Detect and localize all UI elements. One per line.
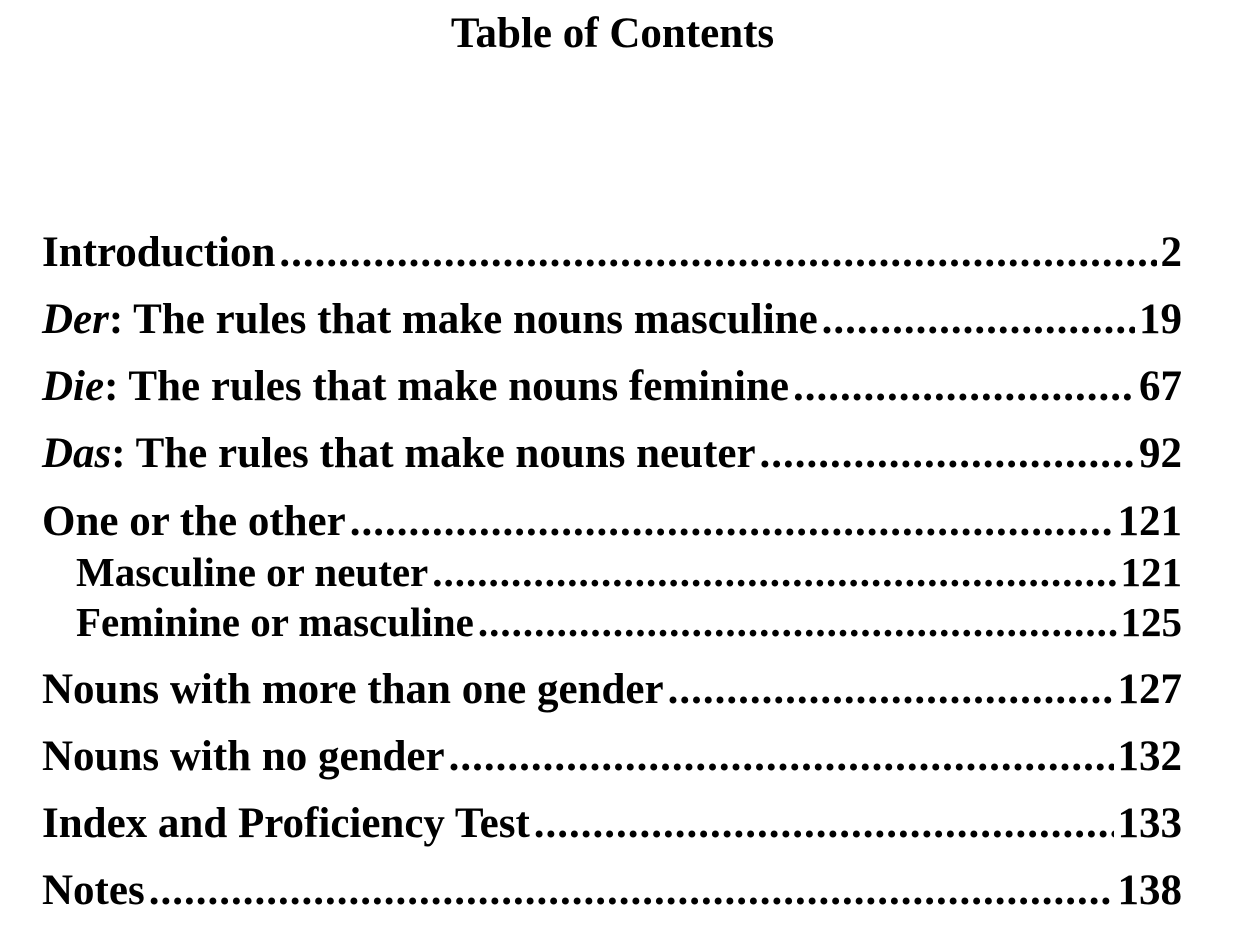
toc-page-number: 121 — [1117, 498, 1182, 545]
toc-entry-index-proficiency-test[interactable] — [42, 798, 1182, 850]
toc-entry-label: Der: The rules that make nouns masculine — [42, 296, 818, 343]
dot-leader — [534, 798, 1114, 850]
toc-entry-label: Die: The rules that make nouns feminine — [42, 363, 789, 410]
dot-leader — [668, 664, 1114, 716]
dot-leader — [793, 361, 1135, 413]
toc-entry-label: Nouns with no gender — [42, 733, 445, 780]
toc-entry-notes[interactable] — [42, 865, 1182, 917]
toc-entry-das[interactable] — [42, 428, 1182, 480]
dot-leader — [760, 428, 1135, 480]
toc-entry-label: Notes — [42, 867, 145, 914]
toc-entry-introduction[interactable] — [42, 227, 1182, 279]
toc-entry-label: Nouns with more than one gender — [42, 666, 664, 713]
toc-entry-der[interactable] — [42, 294, 1182, 346]
dot-leader — [149, 865, 1114, 917]
toc-entry-nouns-more-than-one-gender[interactable] — [42, 664, 1182, 716]
toc-page-number: 127 — [1117, 666, 1182, 713]
dot-leader — [432, 548, 1116, 596]
dot-leader — [822, 294, 1135, 346]
toc-page-number: 138 — [1117, 867, 1182, 914]
toc-entry-label: Feminine or masculine — [76, 599, 474, 645]
toc-subentry-feminine-or-masculine[interactable] — [76, 598, 1182, 646]
toc-entry-label: Das: The rules that make nouns neuter — [42, 430, 756, 477]
toc-entry-label: Introduction — [42, 229, 276, 276]
toc-page-number: 125 — [1120, 599, 1182, 645]
dot-leader — [279, 227, 1156, 279]
toc-page-number: 121 — [1120, 549, 1182, 595]
page-title: Table of Contents — [450, 10, 775, 57]
toc-page-number: 19 — [1139, 296, 1182, 343]
toc-page-number: 2 — [1160, 229, 1182, 276]
toc-page-number: 132 — [1117, 733, 1182, 780]
toc-entry-label: Masculine or neuter — [76, 549, 429, 595]
toc-entry-label: Index and Proficiency Test — [42, 800, 530, 847]
toc-entry-nouns-no-gender[interactable] — [42, 731, 1182, 783]
toc-page-number: 92 — [1139, 430, 1182, 477]
toc-entry-die[interactable] — [42, 361, 1182, 413]
toc-entry-label: One or the other — [42, 498, 346, 545]
dot-leader — [449, 731, 1114, 783]
toc-entry-one-or-the-other[interactable] — [42, 496, 1182, 548]
toc-page-number: 67 — [1139, 363, 1182, 410]
toc-page-number: 133 — [1117, 800, 1182, 847]
dot-leader — [478, 598, 1117, 646]
dot-leader — [350, 496, 1114, 548]
toc-subentry-masculine-or-neuter[interactable] — [76, 548, 1182, 596]
